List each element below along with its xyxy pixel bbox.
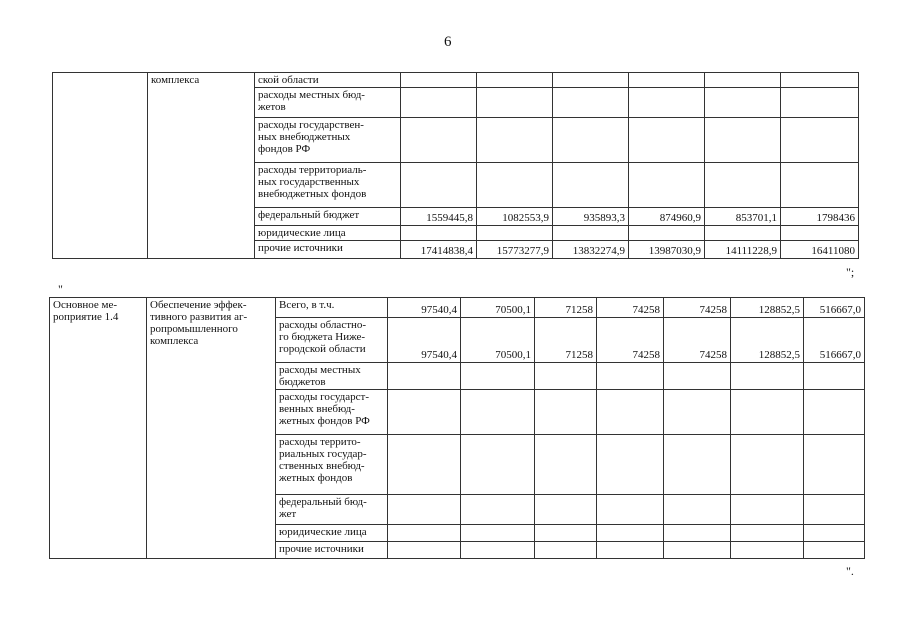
value-cell — [401, 73, 477, 88]
value-cell — [553, 88, 629, 118]
value-cell — [477, 73, 553, 88]
value-cell: 17414838,4 — [401, 241, 477, 259]
value-cell — [388, 495, 461, 525]
value-cell — [477, 163, 553, 208]
value-cell — [461, 495, 535, 525]
value-cell — [597, 495, 664, 525]
value-cell — [401, 88, 477, 118]
row-label: прочие источники — [276, 542, 388, 559]
table-row — [50, 298, 865, 318]
value-cell — [553, 73, 629, 88]
activity-name-cell: Обеспечение эффек- тивного развития аг- ропромышленного комплекса — [147, 298, 276, 559]
value-cell — [804, 390, 865, 435]
value-cell — [535, 390, 597, 435]
value-cell — [553, 226, 629, 241]
value-cell — [664, 435, 731, 495]
value-cell — [461, 363, 535, 390]
activity-1-4-table — [49, 297, 865, 559]
table1-col2-cell: комплекса — [148, 73, 255, 259]
value-cell — [401, 118, 477, 163]
row-label: федеральный бюд- жет — [276, 495, 388, 525]
value-cell — [804, 363, 865, 390]
value-cell: 874960,9 — [629, 208, 705, 226]
value-cell — [597, 525, 664, 542]
closing-quote-mark-2: ". — [846, 564, 854, 578]
value-cell — [705, 88, 781, 118]
value-cell — [535, 542, 597, 559]
value-cell — [731, 363, 804, 390]
row-label: расходы государствен- ных внебюджетных фондов РФ — [255, 118, 401, 163]
value-cell — [705, 118, 781, 163]
value-cell — [664, 495, 731, 525]
value-cell — [388, 435, 461, 495]
value-cell — [781, 73, 859, 88]
value-cell — [629, 73, 705, 88]
value-cell — [804, 525, 865, 542]
value-cell: 1559445,8 — [401, 208, 477, 226]
value-cell: 71258 — [535, 298, 597, 318]
value-cell — [597, 363, 664, 390]
value-cell — [629, 226, 705, 241]
value-cell — [731, 542, 804, 559]
row-label: юридические лица — [276, 525, 388, 542]
value-cell — [535, 435, 597, 495]
value-cell — [804, 542, 865, 559]
value-cell — [629, 88, 705, 118]
value-cell — [388, 363, 461, 390]
value-cell — [781, 163, 859, 208]
row-label: ской области — [255, 73, 401, 88]
value-cell: 853701,1 — [705, 208, 781, 226]
value-cell — [731, 495, 804, 525]
value-cell: 1798436 — [781, 208, 859, 226]
activity-number-cell: Основное ме- роприятие 1.4 — [50, 298, 147, 559]
opening-quote-mark: " — [58, 282, 63, 296]
value-cell: 16411080 — [781, 241, 859, 259]
value-cell — [629, 118, 705, 163]
value-cell — [731, 435, 804, 495]
value-cell — [388, 390, 461, 435]
value-cell: 74258 — [597, 298, 664, 318]
row-label: расходы государст- венных внебюд- жетных фондов РФ — [276, 390, 388, 435]
value-cell — [401, 163, 477, 208]
value-cell — [705, 226, 781, 241]
row-label: расходы террито- риальных государ- ственных внебюд- жетных фондов — [276, 435, 388, 495]
value-cell — [781, 226, 859, 241]
value-cell: 128852,5 — [731, 318, 804, 363]
value-cell — [705, 73, 781, 88]
value-cell — [535, 363, 597, 390]
value-cell: 516667,0 — [804, 298, 865, 318]
row-label: расходы областно- го бюджета Ниже- городской области — [276, 318, 388, 363]
value-cell — [664, 542, 731, 559]
value-cell — [781, 118, 859, 163]
value-cell — [477, 226, 553, 241]
value-cell — [461, 525, 535, 542]
closing-quote-mark-1: "; — [846, 265, 855, 279]
value-cell — [461, 390, 535, 435]
value-cell — [731, 390, 804, 435]
row-label: расходы территориаль- ных государственных внебюджетных фондов — [255, 163, 401, 208]
value-cell: 128852,5 — [731, 298, 804, 318]
row-label: прочие источники — [255, 241, 401, 259]
value-cell — [597, 542, 664, 559]
table-row — [53, 73, 859, 88]
row-label: расходы местных бюджетов — [276, 363, 388, 390]
value-cell: 70500,1 — [461, 318, 535, 363]
value-cell: 516667,0 — [804, 318, 865, 363]
row-label: Всего, в т.ч. — [276, 298, 388, 318]
value-cell — [535, 495, 597, 525]
value-cell — [781, 88, 859, 118]
value-cell — [597, 435, 664, 495]
value-cell — [461, 435, 535, 495]
row-label: юридические лица — [255, 226, 401, 241]
row-label: федеральный бюджет — [255, 208, 401, 226]
table1-col1-cell — [53, 73, 148, 259]
value-cell: 13832274,9 — [553, 241, 629, 259]
value-cell — [553, 118, 629, 163]
value-cell — [401, 226, 477, 241]
value-cell — [461, 542, 535, 559]
value-cell: 74258 — [597, 318, 664, 363]
page-number: 6 — [444, 34, 452, 50]
value-cell — [804, 495, 865, 525]
value-cell — [597, 390, 664, 435]
value-cell: 15773277,9 — [477, 241, 553, 259]
value-cell — [388, 542, 461, 559]
value-cell: 97540,4 — [388, 318, 461, 363]
value-cell — [731, 525, 804, 542]
value-cell: 70500,1 — [461, 298, 535, 318]
value-cell: 74258 — [664, 298, 731, 318]
value-cell — [664, 390, 731, 435]
value-cell — [553, 163, 629, 208]
value-cell: 1082553,9 — [477, 208, 553, 226]
row-label: расходы местных бюд- жетов — [255, 88, 401, 118]
value-cell: 97540,4 — [388, 298, 461, 318]
value-cell — [477, 118, 553, 163]
value-cell: 14111228,9 — [705, 241, 781, 259]
value-cell — [664, 525, 731, 542]
value-cell — [705, 163, 781, 208]
value-cell — [388, 525, 461, 542]
value-cell — [804, 435, 865, 495]
value-cell: 74258 — [664, 318, 731, 363]
value-cell — [477, 88, 553, 118]
value-cell: 13987030,9 — [629, 241, 705, 259]
value-cell: 71258 — [535, 318, 597, 363]
value-cell — [535, 525, 597, 542]
value-cell — [664, 363, 731, 390]
budget-table-continued — [52, 72, 859, 259]
value-cell — [629, 163, 705, 208]
value-cell: 935893,3 — [553, 208, 629, 226]
